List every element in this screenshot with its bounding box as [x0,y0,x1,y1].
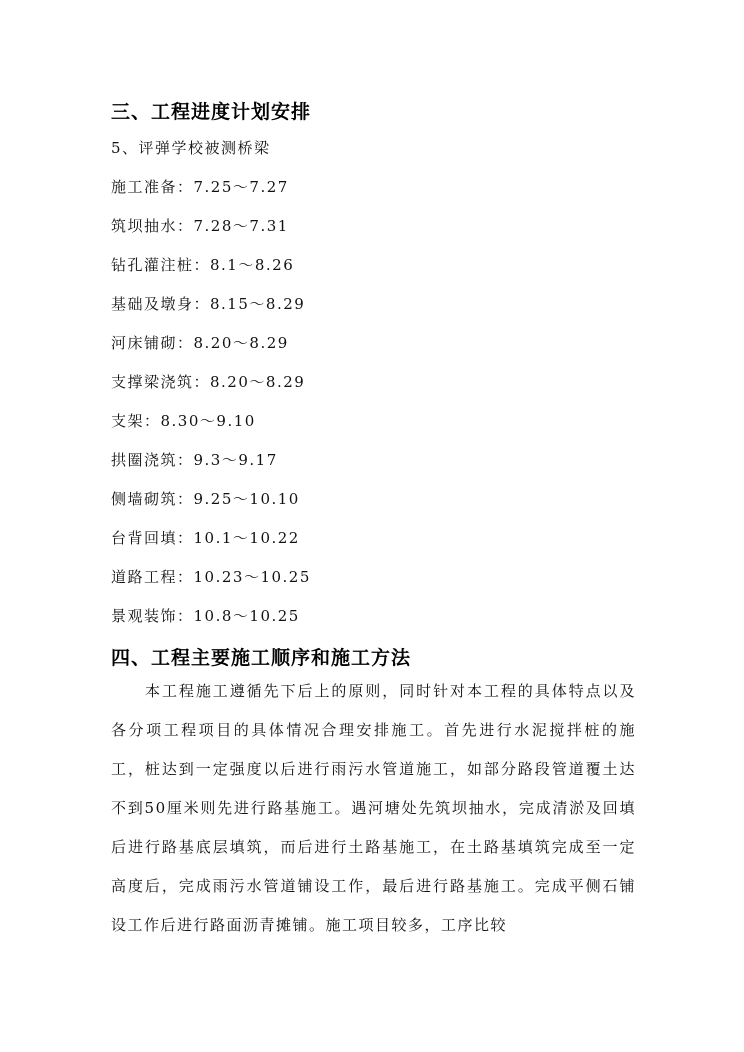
schedule-item: 钻孔灌注桩：8.1～8.26 [111,256,295,274]
schedule-item: 台背回填：10.1～10.22 [111,529,300,547]
schedule-item: 道路工程：10.23～10.25 [111,568,311,586]
section-3-heading: 三、工程进度计划安排 [111,101,312,123]
schedule-item: 支架：8.30～9.10 [111,412,256,430]
schedule-item: 支撑梁浇筑：8.20～8.29 [111,373,306,391]
schedule-item: 施工准备：7.25～7.27 [111,178,289,196]
schedule-item: 筑坝抽水：7.28～7.31 [111,217,289,235]
section-3-subtitle: 5、评弹学校被测桥梁 [111,139,271,157]
section-4-paragraph: 本工程施工遵循先下后上的原则，同时针对本工程的具体特点以及各分项工程项目的具体情况合理安排施工。首先进行水泥搅拌桩的施工，桩达到一定强度以后进行雨污水管道施工，如部分路段管道覆土达不到50厘米则先进行路基施工。遇河塘处先筑坝抽水，完成清淤及回填后进行路基底层填筑，而后进行土路基施工，在土路基填筑完成至一定高度后，完成雨污水管道铺设工作，最后进行路基施工。完成平侧石铺设工作后进行路面沥青摊铺。施工项目较多，工序比较 [111,682,636,934]
schedule-item: 侧墙砌筑：9.25～10.10 [111,490,300,508]
schedule-item: 河床铺砌：8.20～8.29 [111,334,289,352]
section-4-heading: 四、工程主要施工顺序和施工方法 [111,647,412,669]
schedule-item: 基础及墩身：8.15～8.29 [111,295,306,313]
schedule-item: 景观装饰：10.8～10.25 [111,607,300,625]
schedule-item: 拱圈浇筑：9.3～9.17 [111,451,278,469]
